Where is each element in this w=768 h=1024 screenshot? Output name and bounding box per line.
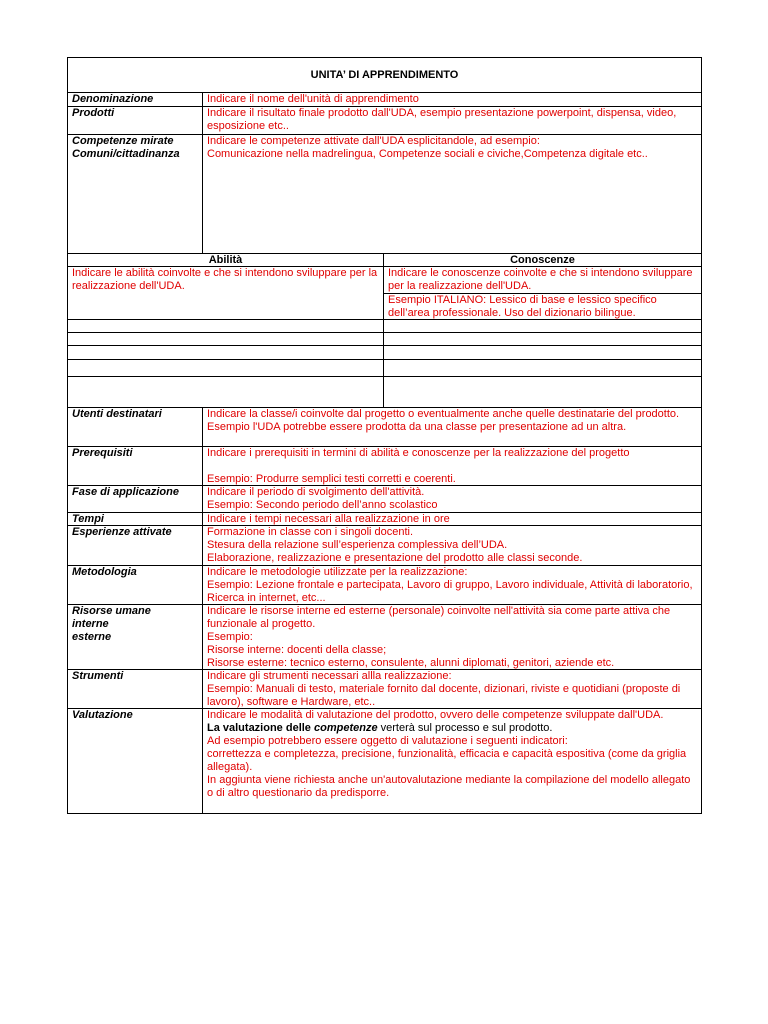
row-metodologia — [68, 566, 701, 605]
row-empty-1 — [68, 320, 701, 333]
row-competenze — [68, 135, 701, 254]
esperienze-line2: Stesura della relazione sull’esperienza complessiva dell’UDA. — [207, 539, 508, 551]
esperienze-line3: Elaborazione, realizzazione e presentazione del prodotto alle classi seconde. — [207, 552, 583, 564]
valutazione-line1: Indicare le modalità di valutazione del prodotto, ovvero delle competenze sviluppate dall'UDA. — [207, 709, 664, 721]
metodologia-line2: Esempio: Lezione frontale e partecipata, Lavoro di gruppo, Lavoro individuale, Attività di laboratorio, Ricerca in internet, etc... — [207, 579, 693, 604]
label-fase: Fase di applicazione — [72, 486, 179, 498]
risorse-line4: Risorse esterne: tecnico esterno, consulente, alunni diplomati, genitori, aziende etc. — [207, 657, 615, 669]
empty-cell — [68, 346, 384, 359]
label-competenze-line1: Competenze mirate — [72, 135, 174, 147]
row-tempi — [68, 513, 701, 526]
empty-cell — [384, 360, 701, 376]
text-fase — [202, 486, 701, 512]
row-empty-4 — [68, 360, 701, 377]
label-utenti: Utenti destinatari — [72, 408, 162, 420]
row-abilita-conoscenze-header — [68, 254, 701, 267]
empty-cell — [68, 360, 384, 376]
row-prerequisiti — [68, 447, 701, 486]
label-risorse-line1: Risorse umane — [72, 605, 151, 617]
empty-cell — [68, 333, 384, 345]
label-risorse-line3: esterne — [72, 631, 112, 643]
text-metodologia — [202, 566, 701, 604]
valutazione-line3: Ad esempio potrebbero essere oggetto di valutazione i seguenti indicatori: — [207, 735, 568, 747]
empty-cell — [68, 377, 384, 407]
strumenti-line1: Indicare gli strumenti necessari allla realizzazione: — [207, 670, 452, 682]
risorse-line3: Risorse interne: docenti della classe; — [207, 644, 387, 656]
text-prerequisiti — [202, 447, 701, 485]
row-strumenti — [68, 670, 701, 709]
competenze-line2: Comunicazione nella madrelingua, Competenze sociali e civiche,Competenza digitale etc.. — [207, 148, 648, 160]
row-esperienze — [68, 526, 701, 566]
empty-cell — [384, 346, 701, 359]
form-title: UNITA’ DI APPRENDIMENTO — [68, 58, 701, 93]
uda-form — [67, 57, 702, 814]
empty-cell — [384, 333, 701, 345]
prerequisiti-line1: Indicare i prerequisiti in termini di abilità e conoscenze per la realizzazione del progetto — [207, 447, 630, 459]
label-risorse — [68, 605, 202, 669]
fase-line1: Indicare il periodo di svolgimento dell'attività. — [207, 486, 425, 498]
empty-cell — [384, 377, 701, 407]
strumenti-line2: Esempio: Manuali di testo, materiale fornito dal docente, dizionari, riviste e quotidiani (proposte di lavoro), software e Hardware, etc.. — [207, 683, 681, 708]
risorse-line2: Esempio: — [207, 631, 253, 643]
label-denominazione: Denominazione — [72, 93, 154, 105]
row-prodotti — [68, 107, 701, 135]
row-abilita-conoscenze-main — [68, 267, 701, 320]
label-valutazione: Valutazione — [72, 709, 133, 721]
competenze-line1: Indicare le competenze attivate dall'UDA esplicitandole, ad esempio: — [207, 135, 540, 147]
header-abilita: Abilità — [68, 254, 384, 266]
valutazione-bold-c: verterà sul processo e sul prodotto. — [377, 722, 553, 734]
text-tempi: Indicare i tempi necessari alla realizzazione in ore — [202, 513, 701, 525]
row-empty-3 — [68, 346, 701, 360]
label-prodotti: Prodotti — [72, 107, 115, 119]
metodologia-line1: Indicare le metodologie utilizzate per la realizzazione: — [207, 566, 468, 578]
label-prerequisiti: Prerequisiti — [72, 447, 133, 459]
valutazione-line5: In aggiunta viene richiesta anche un'autovalutazione mediante la compilazione del modello allegato o di altro questionario da predisporre. — [207, 774, 691, 799]
text-prodotti: Indicare il risultato finale prodotto dall'UDA, esempio presentazione powerpoint, dispensa, video, esposizione etc.. — [202, 107, 701, 134]
text-conoscenze: Indicare le conoscenze coinvolte e che si intendono sviluppare per la realizzazione dell'UDA. — [388, 267, 693, 292]
row-fase — [68, 486, 701, 513]
empty-cell — [384, 320, 701, 332]
spacer — [207, 460, 697, 473]
cell-conoscenze — [384, 267, 701, 319]
header-conoscenze: Conoscenze — [510, 254, 575, 266]
row-empty-2 — [68, 333, 701, 346]
text-abilita: Indicare le abilità coinvolte e che si intendono sviluppare per la realizzazione dell'UDA. — [68, 267, 384, 319]
label-risorse-line2: interne — [72, 618, 109, 630]
text-denominazione: Indicare il nome dell'unità di apprendimento — [202, 93, 701, 106]
text-strumenti — [202, 670, 701, 708]
valutazione-bold-b: competenze — [313, 722, 378, 734]
label-esperienze: Esperienze attivate — [72, 526, 172, 538]
empty-cell — [68, 320, 384, 332]
valutazione-line4: correttezza e completezza, precisione, funzionalità, efficacia e capacità espositiva (come da griglia allegata). — [207, 748, 687, 773]
text-utenti — [202, 408, 701, 446]
text-risorse — [202, 605, 701, 669]
row-utenti — [68, 408, 701, 447]
risorse-line1: Indicare le risorse interne ed esterne (personale) coinvolte nell'attività sia come parte attiva che funzionale al progetto. — [207, 605, 671, 630]
row-denominazione — [68, 93, 701, 107]
row-risorse — [68, 605, 701, 670]
utenti-line2: Esempio l'UDA potrebbe essere prodotta da una classe per presentazione ad un altra. — [207, 421, 627, 433]
esperienze-line1: Formazione in classe con i singoli docenti. — [207, 526, 414, 538]
valutazione-bold-a: La valutazione delle — [207, 722, 314, 734]
row-empty-5 — [68, 377, 701, 408]
valutazione-line2 — [207, 722, 697, 735]
label-metodologia: Metodologia — [72, 566, 137, 578]
fase-line2: Esempio: Secondo periodo dell’anno scolastico — [207, 499, 438, 511]
text-valutazione — [202, 709, 701, 813]
label-competenze-line2: Comuni/cittadinanza — [72, 148, 180, 160]
label-competenze — [68, 135, 202, 253]
text-conoscenze-example: Esempio ITALIANO: Lessico di base e lessico specifico dell’area professionale. Uso del dizionario bilingue. — [384, 293, 701, 319]
label-tempi: Tempi — [72, 513, 104, 525]
text-competenze — [202, 135, 701, 253]
prerequisiti-line2: Esempio: Produrre semplici testi corretti e coerenti. — [207, 473, 456, 485]
utenti-line1: Indicare la classe/i coinvolte dal progetto o eventualmente anche quelle destinatarie del prodotto. — [207, 408, 680, 420]
row-valutazione — [68, 709, 701, 813]
label-strumenti: Strumenti — [72, 670, 124, 682]
text-esperienze — [202, 526, 701, 565]
